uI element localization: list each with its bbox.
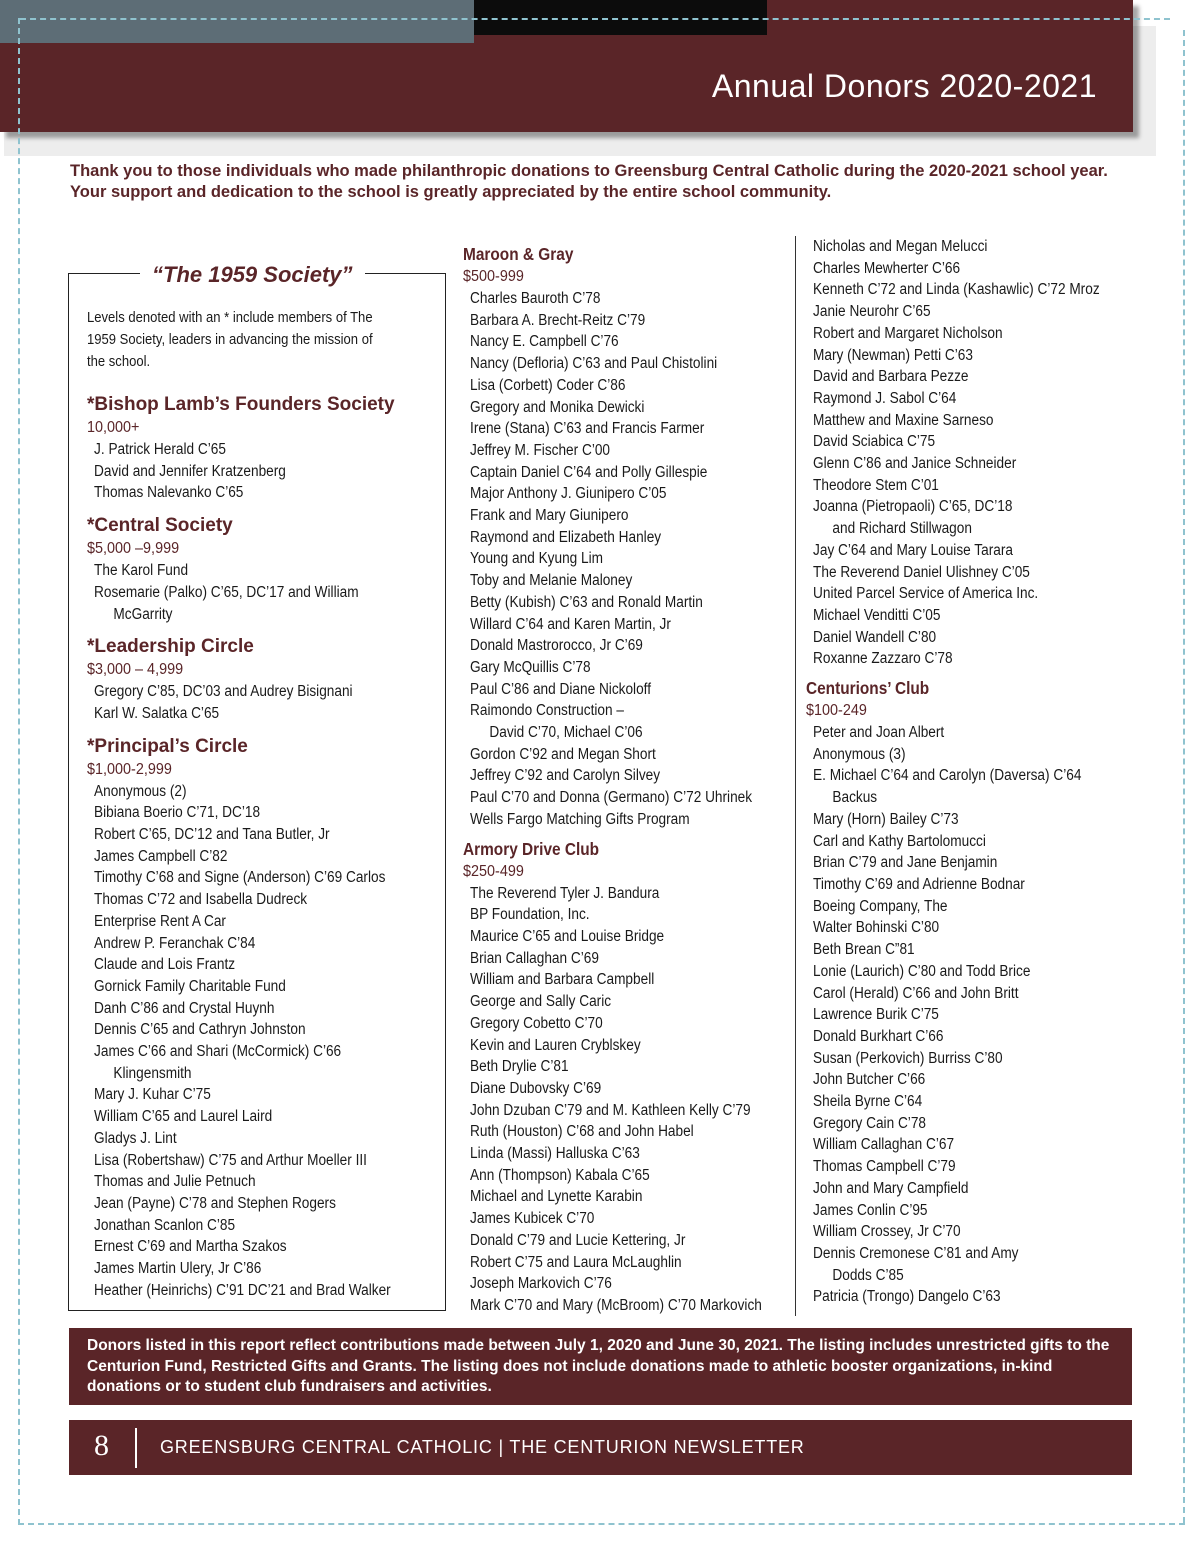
donor-entry: Michael Venditti C’05 [813,606,941,624]
donor-entry: Paul C’86 and Diane Nickoloff [470,680,652,698]
level-heading: Armory Drive Club [463,838,600,859]
society-note-line: the school. [87,354,151,370]
donor-entry: Thomas Campbell C’79 [813,1158,956,1176]
donor-entry: Susan (Perkovich) Burriss C’80 [813,1049,1003,1067]
donor-entry: William C’65 and Laurel Laird [94,1108,273,1126]
donor-entry: Roxanne Zazzaro C’78 [813,650,953,668]
donor-entry: Mary J. Kuhar C’75 [94,1086,211,1104]
donor-entry: Joanna (Pietropaoli) C’65, DC’18 [813,498,1013,516]
donor-entry: Gregory and Monika Dewicki [470,398,645,416]
donor-entry: Barbara A. Brecht-Reitz C’79 [470,311,646,329]
donor-entry: Gary McQuillis C’78 [470,658,591,676]
level-heading: *Leadership Circle [87,636,254,658]
donor-entry: Klingensmith [113,1064,192,1082]
level-range: $250-499 [463,862,524,880]
donor-entry: Janie Neurohr C’65 [813,303,931,321]
donor-entry: Peter and Joan Albert [813,724,945,742]
donor-entry: Thomas and Julie Petnuch [94,1173,256,1191]
level-range: $500-999 [463,268,524,285]
society-note [87,307,393,373]
level-range: 10,000+ [87,419,140,436]
donor-entry: McGarrity [113,605,173,623]
donor-entry: William Callaghan C’67 [813,1136,955,1154]
donor-entry: Dennis C’65 and Cathryn Johnston [94,1021,306,1039]
donor-entry: Wells Fargo Matching Gifts Program [470,810,690,828]
donor-entry: Anonymous (2) [94,782,187,800]
footer-text: GREENSBURG CENTRAL CATHOLIC | THE CENTURION NEWSLETTER [160,1437,805,1457]
donor-entry: Charles Mewherter C’66 [813,259,961,277]
donor-entry: Lisa (Corbett) Coder C’86 [470,376,626,394]
donor-entry: Sheila Byrne C’64 [813,1093,923,1111]
donor-entry: Willard C’64 and Karen Martin, Jr [470,615,671,633]
donor-column-1 [87,383,442,1302]
donor-entry: Betty (Kubish) C’63 and Ronald Martin [470,593,703,611]
donor-entry: J. Patrick Herald C’65 [94,441,226,458]
donor-entry: James C’66 and Shari (McCormick) C’66 [94,1043,342,1061]
donor-entry: Linda (Massi) Halluska C’63 [470,1145,640,1163]
donor-entry: James Campbell C’82 [94,847,228,865]
donor-entry: Dodds C’85 [832,1266,904,1284]
donor-entry: Matthew and Maxine Sarneso [813,411,994,429]
society-note-line: Levels denoted with an * include members of The [87,310,373,326]
donor-entry: Daniel Wandell C’80 [813,628,937,646]
society-note-line: 1959 Society, leaders in advancing the mission of [87,332,373,348]
donor-entry: Gordon C’92 and Megan Short [470,745,656,763]
donor-entry: Jeffrey C’92 and Carolyn Silvey [470,767,661,785]
donor-entry: Donald Burkhart C’66 [813,1027,944,1045]
donor-entry: Beth Brean C”81 [813,941,915,959]
donor-entry: Danh C’86 and Crystal Huynh [94,999,275,1017]
donor-entry: David C’70, Michael C’06 [489,724,643,742]
donor-entry: Captain Daniel C’64 and Polly Gillespie [470,463,708,481]
donor-entry: Raimondo Construction – [470,702,624,720]
donor-entry: John Dzuban C’79 and M. Kathleen Kelly C’79 [470,1101,751,1119]
donor-entry: Raymond J. Sabol C’64 [813,389,957,407]
donor-entry: David Sciabica C’75 [813,433,936,451]
donor-entry: Paul C’70 and Donna (Germano) C’72 Uhrinek [470,789,753,807]
frame-left [18,18,20,1525]
donor-entry: Toby and Melanie Maloney [470,572,633,590]
donor-entry: Jean (Payne) C’78 and Stephen Rogers [94,1194,336,1212]
donor-entry: Glenn C’86 and Janice Schneider [813,455,1017,473]
donor-entry: Timothy C’69 and Adrienne Bodnar [813,875,1025,893]
donor-entry: James Conlin C’95 [813,1201,928,1219]
donor-entry: Donald Mastrorocco, Jr C’69 [470,637,643,655]
level-heading: Centurions’ Club [806,678,930,699]
donor-entry: Nancy (Defloria) C’63 and Paul Chistolini [470,355,718,373]
level-heading: Maroon & Gray [463,244,574,264]
donor-entry: Ernest C’69 and Martha Szakos [94,1238,287,1256]
page-number: 8 [94,1429,109,1462]
header-dashed-line [20,18,1170,20]
level-range: $3,000 – 4,999 [87,661,184,679]
donor-entry: James Kubicek C’70 [470,1210,595,1228]
disclaimer-box: Donors listed in this report reflect contributions made between July 1, 2020 and June 30, 2021. The listing includes unrestricted gifts to the Centurion Fund, Restricted Gifts and Grants. The listing does not include donations made to athletic booster organizations, in-kind donations or to student club fundraisers and activities. [69,1328,1132,1405]
donor-entry: Timothy C’68 and Signe (Anderson) C’69 Carlos [94,869,386,887]
donor-entry: John Butcher C’66 [813,1071,926,1089]
donor-entry: Frank and Mary Giunipero [470,507,629,525]
level-range: $5,000 –9,999 [87,540,180,558]
donor-entry: Heather (Heinrichs) C’91 DC’21 and Brad Walker [94,1281,391,1299]
donor-entry: Jeffrey M. Fischer C’00 [470,441,611,459]
donor-column-3 [806,236,1131,1308]
footer-separator [135,1428,137,1468]
donor-entry: Enterprise Rent A Car [94,912,226,930]
donor-entry: Anonymous (3) [813,745,906,763]
donor-entry: Carl and Kathy Bartolomucci [813,832,986,850]
donor-entry: Jonathan Scanlon C’85 [94,1216,236,1234]
donor-entry: Dennis Cremonese C’81 and Amy [813,1244,1019,1262]
donor-entry: Diane Dubovsky C’69 [470,1079,602,1097]
intro-paragraph: Thank you to those individuals who made philanthropic donations to Greensburg Central Catholic during the 2020-2021 school year. Your support and dedication to the school is greatly appreciated by the entire school community. [70,162,1108,201]
page-title: Annual Donors 2020-2021 [711,68,1097,104]
level-heading: *Bishop Lamb’s Founders Society [87,394,395,415]
donor-entry: Robert C’65, DC’12 and Tana Butler, Jr [94,826,330,844]
donor-entry: Maurice C’65 and Louise Bridge [470,927,665,945]
level-range: $1,000-2,999 [87,760,172,778]
donor-entry: Lonie (Laurich) C’80 and Todd Brice [813,962,1031,980]
donor-entry: The Reverend Daniel Ulishney C’05 [813,563,1030,581]
donor-entry: George and Sally Caric [470,993,612,1011]
donor-entry: William and Barbara Campbell [470,971,655,989]
donor-column-2 [463,236,793,1317]
donor-entry: Irene (Stana) C’63 and Francis Farmer [470,420,705,438]
donor-entry: Robert C’75 and Laura McLaughlin [470,1253,682,1271]
donor-entry: Gornick Family Charitable Fund [94,977,286,995]
donor-entry: Lisa (Robertshaw) C’75 and Arthur Moeller III [94,1151,367,1169]
donor-entry: Brian C’79 and Jane Benjamin [813,854,998,872]
donor-entry: Kenneth C’72 and Linda (Kashawlic) C’72 Mroz [813,281,1100,299]
donor-entry: Theodore Stem C’01 [813,476,939,494]
level-heading: *Central Society [87,515,233,537]
donor-entry: Nancy E. Campbell C’76 [470,333,619,351]
donor-entry: Michael and Lynette Karabin [470,1188,643,1206]
donor-entry: Donald C’79 and Lucie Kettering, Jr [470,1231,686,1249]
donor-entry: United Parcel Service of America Inc. [813,585,1039,603]
donor-entry: Beth Drylie C’81 [470,1058,569,1076]
column-divider [795,236,796,1316]
level-range: $100-249 [806,702,867,720]
donor-entry: Carol (Herald) C’66 and John Britt [813,984,1019,1002]
donor-entry: Robert and Margaret Nicholson [813,324,1003,342]
donor-entry: E. Michael C’64 and Carolyn (Daversa) C’64 [813,767,1082,785]
donor-entry: Jay C’64 and Mary Louise Tarara [813,541,1013,559]
donor-entry: Gregory Cobetto C’70 [470,1014,603,1032]
donor-entry: John and Mary Campfield [813,1179,969,1197]
donor-entry: Rosemarie (Palko) C’65, DC’17 and William [94,583,359,601]
donor-entry: Kevin and Lauren Cryblskey [470,1036,641,1054]
donor-entry: Charles Bauroth C’78 [470,290,601,307]
frame-right [1183,30,1185,1523]
donor-entry: Mary (Horn) Bailey C’73 [813,810,959,828]
donor-entry: David and Barbara Pezze [813,368,969,386]
donor-entry: Ann (Thompson) Kabala C’65 [470,1166,650,1184]
level-heading: *Principal’s Circle [87,735,248,757]
donor-entry: Gregory C’85, DC’03 and Audrey Bisignani [94,683,353,701]
donor-entry: Mary (Newman) Petti C’63 [813,346,973,364]
donor-entry: Raymond and Elizabeth Hanley [470,528,662,546]
donor-entry: James Martin Ulery, Jr C’86 [94,1260,262,1278]
donor-entry: and Richard Stillwagon [832,520,972,538]
donor-entry: Brian Callaghan C’69 [470,949,599,967]
donor-entry: Gladys J. Lint [94,1129,177,1147]
donor-entry: Bibiana Boerio C’71, DC’18 [94,804,261,822]
donor-entry: Claude and Lois Frantz [94,956,236,974]
donor-entry: Young and Kyung Lim [470,550,604,568]
donor-entry: Lawrence Burik C’75 [813,1006,939,1024]
donor-entry: Thomas Nalevanko C’65 [94,484,244,502]
donor-entry: Backus [832,789,878,807]
donor-entry: Andrew P. Feranchak C’84 [94,934,256,952]
donor-entry: Karl W. Salatka C’65 [94,704,220,722]
donor-entry: BP Foundation, Inc. [470,906,590,924]
header-grey-block [0,0,474,43]
donor-entry: Walter Bohinski C’80 [813,919,940,937]
frame-bottom [18,1523,1185,1525]
donor-entry: Joseph Markovich C’76 [470,1275,612,1293]
donor-entry: The Karol Fund [94,562,189,580]
donor-entry: Ruth (Houston) C’68 and John Habel [470,1123,694,1141]
donor-entry: Patricia (Trongo) Dangelo C’63 [813,1288,1001,1306]
donor-entry: David and Jennifer Kratzenberg [94,462,286,480]
donor-entry: Thomas C’72 and Isabella Dudreck [94,891,308,909]
donor-entry: Major Anthony J. Giunipero C’05 [470,485,667,503]
donor-entry: William Crossey, Jr C’70 [813,1223,961,1241]
society-title: “The 1959 Society” [140,262,365,288]
donor-entry: Boeing Company, The [813,897,948,915]
donor-entry: Gregory Cain C’78 [813,1114,926,1132]
donor-entry: Nicholas and Megan Melucci [813,238,988,255]
donor-entry: The Reverend Tyler J. Bandura [470,884,660,902]
donor-entry: Mark C’70 and Mary (McBroom) C’70 Markovich [470,1296,762,1314]
